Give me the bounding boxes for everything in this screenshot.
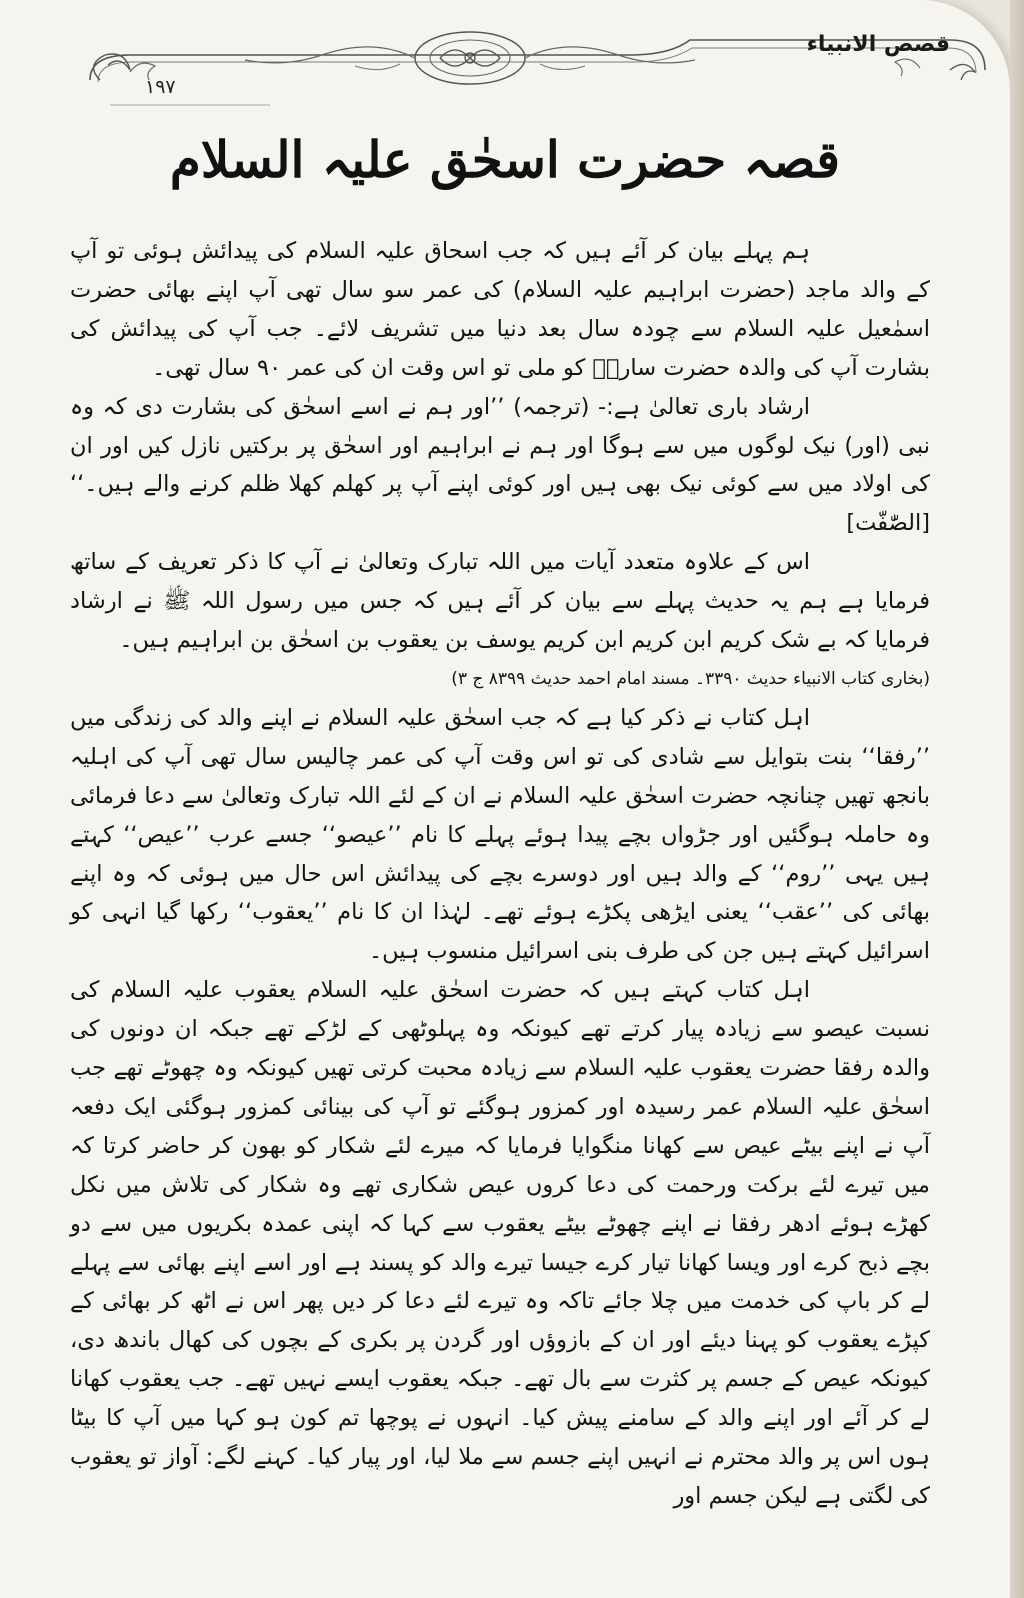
citation: (بخاری کتاب الانبیاء حدیث ۳۳۹۰۔ مسند امام احمد حدیث ۸۳۹۹ ج ۳) bbox=[451, 668, 930, 689]
ornamental-header-border-icon bbox=[70, 10, 990, 130]
page-header bbox=[70, 10, 990, 130]
book-title: قصص الانبياء bbox=[806, 32, 950, 57]
paragraph: اہل کتاب کہتے ہیں کہ حضرت اسحٰق علیہ السلام یعقوب علیہ السلام کی نسبت عیصو سے زیادہ پیار کرتے تھے کیونکہ وہ پہلوٹھی کے لڑکے تھے جبکہ ان دونوں کی والدہ رفقا حضرت یعقوب علیہ السلام سے زیادہ محبت کرتی تھیں کیونکہ وہ چھوٹے تھے جب اسحٰق علیہ السلام عمر رسیدہ اور کمزور ہوگئے تو آپ کی بینائی کمزور ہوگئی ایک دفعہ آپ نے اپنے بیٹے عیص سے کھانا منگوایا فرمایا کہ میرے لئے شکار کو بھون کر حاضر کرتا کہ میں تیرے لئے برکت ورحمت کی دعا کروں عیص شکاری تھے وہ شکار کی تلاش میں نکل کھڑے ہوئے ادھر رفقا نے اپنے چھوٹے بیٹے یعقوب سے کہا کہ اپنی عمدہ بکریوں میں سے دو بچے ذبح کرے اور ویسا کھانا تیار کرے جیسا تیرے والد کو پسند ہے اور اسے اپنے بھائی سے پہلے لے کر باپ کی خدمت میں چلا جائے تاکہ وہ تیرے لئے دعا کر دیں پھر اس نے اٹھ کر بھائی کے کپڑے یعقوب کو پہنا دیئے اور ان کے بازوؤں اور گردن پر بکری کے بچوں کی کھال باندھ دی، کیونکہ عیص کے جسم پر کثرت سے بال تھے۔ جبکہ یعقوب ایسے نہیں تھے۔ جب یعقوب کھانا لے کر آئے اور اپنے والد کے سامنے پیش کیا۔ انہوں نے پوچھا تم کون ہو کہا میں آپ کا بیٹا ہوں اس پر والد محترم نے انہیں اپنے جسم سے ملا لیا، اور پیار کیا۔ کہنے لگے: آواز تو یعقوب کی لگتی ہے لیکن جسم اور bbox=[70, 977, 930, 1509]
body-text bbox=[70, 232, 930, 1516]
paragraph: ہم پہلے بیان کر آئے ہیں کہ جب اسحاق علیہ السلام کی پیدائش ہوئی تو آپ کے والد ماجد (حضرت ابراہیم علیہ السلام) کی عمر سو سال تھی آپ اپنے بھائی حضرت اسمٰعیل علیہ السلام سے چودہ سال بعد دنیا میں تشریف لائے۔ جب آپ کی پیدائش کی بشارت آپ کی والدہ حضرت سارہؑ کو ملی تو اس وقت ان کی عمر ۹۰ سال تھی۔ bbox=[70, 238, 930, 381]
paragraph: اہل کتاب نے ذکر کیا ہے کہ جب اسحٰق علیہ السلام نے اپنے والد کی زندگی میں ’’رفقا‘‘ بنت بتوایل سے شادی کی تو اس وقت آپ کی عمر چالیس سال تھی آپ کی اہلیہ بانجھ تھیں چنانچہ حضرت اسحٰق علیہ السلام نے ان کے لئے اللہ تبارک وتعالیٰ سے دعا فرمائی وہ حاملہ ہوگئیں اور جڑواں بچے پیدا ہوئے پہلے کا نام ’’عیصو‘‘ جسے عرب ’’عیص‘‘ کہتے ہیں یہی ’’روم‘‘ کے والد ہیں اور دوسرے بچے کی پیدائش اس حال میں ہوئی کہ وہ اپنے بھائی کی ’’عقب‘‘ یعنی ایڑھی پکڑے ہوئے تھے۔ لہٰذا ان کا نام ’’یعقوب‘‘ رکھا گیا انہی کو اسرائیل کہتے ہیں جن کی طرف بنی اسرائیل منسوب ہیں۔ bbox=[70, 704, 930, 965]
chapter-title: قصہ حضرت اسحٰق علیہ السلام bbox=[169, 130, 841, 189]
page-number: ۱۹۷ bbox=[145, 76, 176, 98]
paragraph: ارشاد باری تعالیٰ ہے:- (ترجمہ) ’’اور ہم نے اسے اسحٰق کی بشارت دی کہ وہ نبی (اور) نیک لوگوں میں سے ہوگا اور ہم نے ابراہیم اور اسحٰق پر برکتیں نازل کیں اور ان کی اولاد میں سے کوئی نیک بھی ہیں اور کوئی اپنے آپ پر کھلم کھلا ظلم کرنے والے ہیں۔‘‘ [الصّٰفّت] bbox=[70, 393, 930, 537]
paragraph: اس کے علاوہ متعدد آیات میں اللہ تبارک وتعالیٰ نے آپ کا ذکر تعریف کے ساتھ فرمایا ہے ہم یہ حدیث پہلے سے بیان کر آئے ہیں کہ جس میں رسول اللہ ﷺ نے ارشاد فرمایا کہ بے شک کریم ابن کریم ابن کریم یوسف بن یعقوب بن اسحٰق بن ابراہیم ہیں۔ bbox=[70, 549, 930, 654]
page-edge bbox=[1010, 0, 1024, 1598]
